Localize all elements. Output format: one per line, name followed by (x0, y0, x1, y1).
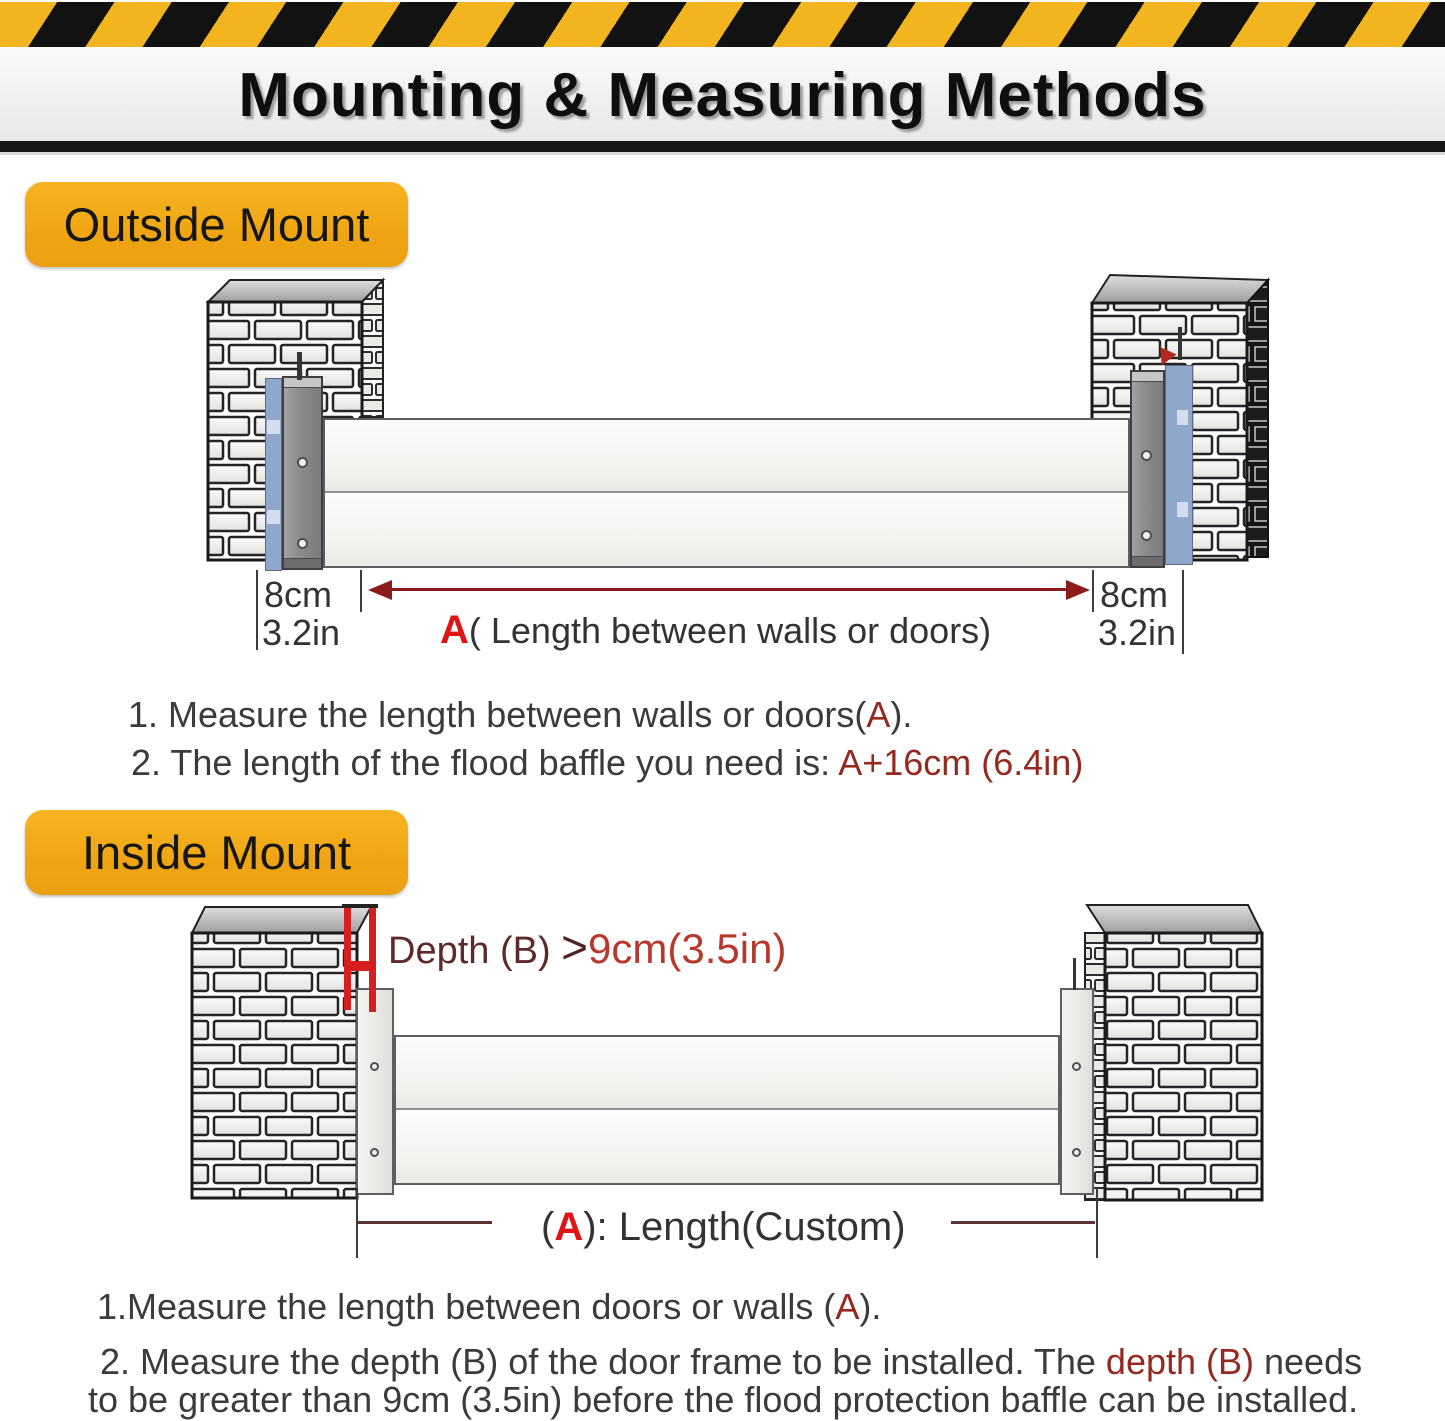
pillar-dark-side-face (1247, 280, 1268, 557)
bracket-pin (297, 352, 302, 380)
bracket-cap (284, 378, 321, 388)
right-offset-in: 3.2in (1098, 612, 1177, 653)
barrier-panel-bottom (396, 1110, 1058, 1183)
screw-hole (370, 1062, 379, 1071)
pillar-top-slab (1092, 275, 1268, 303)
dim-tick (1096, 1188, 1098, 1258)
depth-annotation (388, 920, 786, 974)
pillar-front-face (192, 933, 357, 1198)
left-seal-strip (265, 378, 282, 571)
barrier-panel-top (396, 1037, 1058, 1110)
screw-hole (1141, 530, 1152, 541)
outside-mount-label-text: Outside Mount (63, 198, 370, 251)
screw-hole (370, 1148, 379, 1157)
seal-strip-mark (1177, 410, 1188, 425)
pillar-top-slab (208, 280, 383, 302)
length-label-text: ( (541, 1205, 555, 1249)
bracket-cap (284, 558, 321, 568)
left-offset-in: 3.2in (262, 612, 341, 653)
greater-than-symbol: > (561, 921, 589, 973)
depth-marker-crossbar (344, 961, 376, 971)
pillar-top-slab (1087, 905, 1262, 933)
depth-value: 9cm(3.5in) (588, 925, 787, 972)
barrier-panel-top (325, 420, 1128, 493)
length-label-letter: A (554, 1205, 584, 1249)
inside-mount-label (25, 810, 408, 895)
outside-step-1 (128, 694, 912, 736)
bracket-cap (1132, 556, 1163, 566)
screw-hole (1072, 1062, 1081, 1071)
right-offset-cm: 8cm (1100, 574, 1169, 615)
step-text: needs (1254, 1341, 1363, 1382)
depth-marker-bar (369, 908, 376, 1012)
outside-step-2 (131, 742, 1083, 784)
pillar-front-face (1105, 933, 1262, 1200)
screw-hole (1141, 450, 1152, 461)
step-red-text: depth (B) (1105, 1341, 1254, 1382)
arrowhead-right-icon (1066, 580, 1090, 600)
step-text: ). (859, 1286, 882, 1327)
depth-prefix: Depth (B) (388, 930, 562, 972)
inside-right-brick-pillar (1078, 898, 1273, 1210)
hazard-stripe-banner (0, 2, 1445, 50)
bracket-cap (1132, 372, 1163, 382)
bracket-pin (1178, 327, 1182, 360)
span-arrow (390, 588, 1068, 591)
seal-strip-mark (267, 420, 280, 434)
seal-strip-mark (1177, 502, 1188, 517)
inside-step-2-line-1 (100, 1341, 1362, 1383)
step-text: 1. Measure the length between walls or doors( (128, 694, 867, 735)
dim-tick (256, 570, 258, 650)
step-text: 2. The length of the flood baffle you need is: (131, 742, 839, 783)
page-title: Mounting & Measuring Methods (238, 61, 1207, 130)
arrowhead-left-icon (368, 580, 392, 600)
step-red-text: A+16cm (6.4in) (838, 742, 1084, 783)
dim-line (951, 1221, 1095, 1224)
right-seal-strip (1165, 365, 1193, 565)
inside-right-channel-bracket (1060, 988, 1094, 1195)
screw-hole (1072, 1148, 1081, 1157)
pillar-side-face (362, 280, 383, 417)
dim-tick (1092, 570, 1094, 612)
step-text: ). (890, 694, 913, 735)
inside-step-2-line-2: to be greater than 9cm (3.5in) before the flood protection baffle can be installed. (88, 1379, 1359, 1420)
span-label (440, 608, 991, 653)
step-red-text: A (866, 694, 891, 735)
dim-tick (360, 570, 362, 612)
flood-barrier-inside (394, 1035, 1060, 1185)
dim-line (358, 1221, 492, 1224)
barrier-panel-bottom (325, 493, 1128, 566)
span-label-letter: A (440, 608, 469, 652)
flood-barrier-outside (323, 418, 1130, 568)
length-label-text: ): Length(Custom) (583, 1205, 906, 1249)
span-label-text: ( Length between walls or doors) (468, 610, 992, 651)
seal-strip-mark (267, 510, 280, 524)
dim-tick (1182, 570, 1184, 654)
inside-left-channel-bracket (356, 988, 394, 1195)
step-text: 2. Measure the depth (B) of the door frame to be installed. The (100, 1341, 1106, 1382)
length-label (541, 1205, 906, 1250)
left-offset-cm: 8cm (264, 574, 333, 615)
inside-mount-label-text: Inside Mount (81, 826, 352, 879)
depth-marker-top-edge (342, 904, 378, 908)
outside-mount-label (25, 182, 408, 267)
header-divider-bar (0, 141, 1445, 155)
inside-step-1 (97, 1286, 881, 1328)
step-red-text: A (835, 1286, 860, 1327)
bracket-pin (1073, 958, 1076, 990)
step-text: 1.Measure the length between doors or walls ( (97, 1286, 836, 1327)
screw-hole (297, 538, 308, 549)
depth-marker-bar (344, 908, 351, 1010)
screw-hole (297, 457, 308, 468)
